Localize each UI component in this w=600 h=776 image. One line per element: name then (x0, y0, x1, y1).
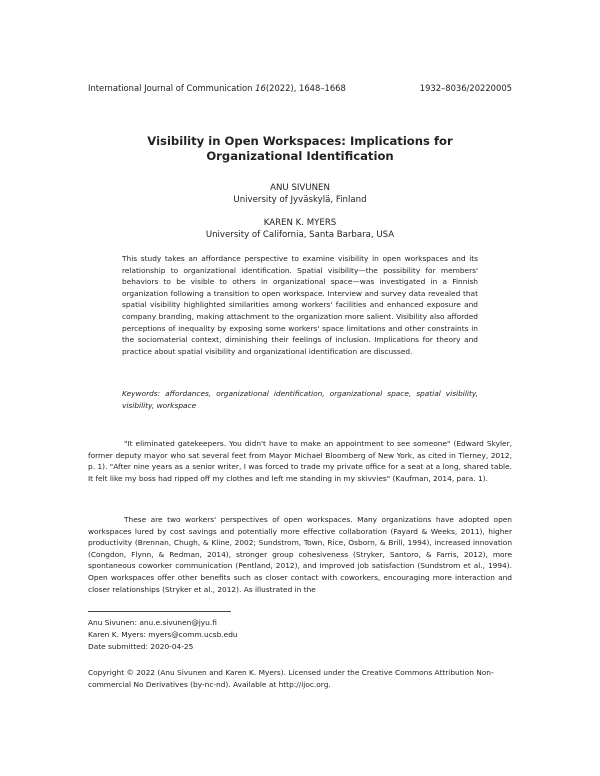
author-affiliation: University of Jyväskylä, Finland (233, 195, 367, 205)
author-block (0, 217, 600, 241)
author-block (0, 182, 600, 206)
abstract: This study takes an affordance perspective to examine visibility in open workspaces and its relationship to organizational identification. Spatial visibility—the possibility for members' behaviors to be visible to others in organizational space—was investigated in a Finnish organization following a transition to open workspace. Interview and survey data revealed that spatial visibility highlighted similarities among workers' facilities and enhanced exposure and company branding, making attachment to the organization more salient. Visibility also afforded perceptions of inequality by exposing some workers' space limitations and other constraints in the sociomaterial context, diminishing their feelings of inclusion. Implications for theory and practice about spatial visibility and organizational identification are discussed. (122, 254, 478, 356)
running-header (88, 83, 512, 93)
journal-citation (88, 83, 346, 93)
issn: 1932–8036/20220005 (419, 83, 512, 93)
footnote: Karen K. Myers: myers@comm.ucsb.edu (88, 630, 238, 639)
journal-year-pages: (2022), 1648–1668 (265, 83, 346, 93)
footnote-divider (88, 611, 231, 612)
footnote: Anu Sivunen: anu.e.sivunen@jyu.fi (88, 618, 217, 627)
body-paragraph: These are two workers' perspectives of open workspaces. Many organizations have adopted open workspaces lured by cost savings and potentially more effective collaboration (Fayard & Weeks, 2011), higher productivity (Brennan, Chugh, & Kline, 2002; Sundstrom, Town, Rice, Osborn, & Brill, 1994), increased innovation (Congdon, Flynn, & Redman, 2014), stronger group cohesiveness (Stryker, Santoro, & Farris, 2012), more spontaneous coworker communication (Pentland, 2012), and improved job satisfaction (Sundstrom et al., 1994). Open workspaces offer other benefits such as closer contact with coworkers, encouraging more interaction and closer relationships (Stryker et al., 2012). As illustrated in the (88, 515, 512, 594)
footnotes (88, 617, 238, 653)
author-name: KAREN K. MYERS (263, 218, 337, 228)
copyright-notice: Copyright © 2022 (Anu Sivunen and Karen K. Myers). Licensed under the Creative Commons Attribution Non-commercial No Derivatives (by-nc-nd). Available at http://ijoc.org. (88, 668, 494, 689)
journal-volume: 16 (255, 83, 266, 93)
paper-title: Visibility in Open Workspaces: Implications for Organizational Identification (147, 134, 453, 163)
keywords: Keywords: affordances, organizational identification, organizational space, spatial visibility, visibility, workspace (122, 389, 478, 410)
author-affiliation: University of California, Santa Barbara, USA (205, 230, 395, 240)
body-paragraph: "It eliminated gatekeepers. You didn't have to make an appointment to see someone" (Edward Skyler, former deputy mayor who sat several feet from Mayor Michael Bloomberg of New York, as cited in Tierney, 2012, p. 1). "After nine years as a senior writer, I was forced to trade my private office for a seat at a long, shared table. It felt like my boss had ripped off my clothes and left me standing in my skivvies" (Kaufman, 2014, para. 1). (88, 439, 512, 483)
author-name: ANU SIVUNEN (270, 183, 330, 193)
footnote: Date submitted: 2020-04-25 (88, 642, 194, 651)
journal-name: International Journal of Communication (88, 83, 253, 93)
